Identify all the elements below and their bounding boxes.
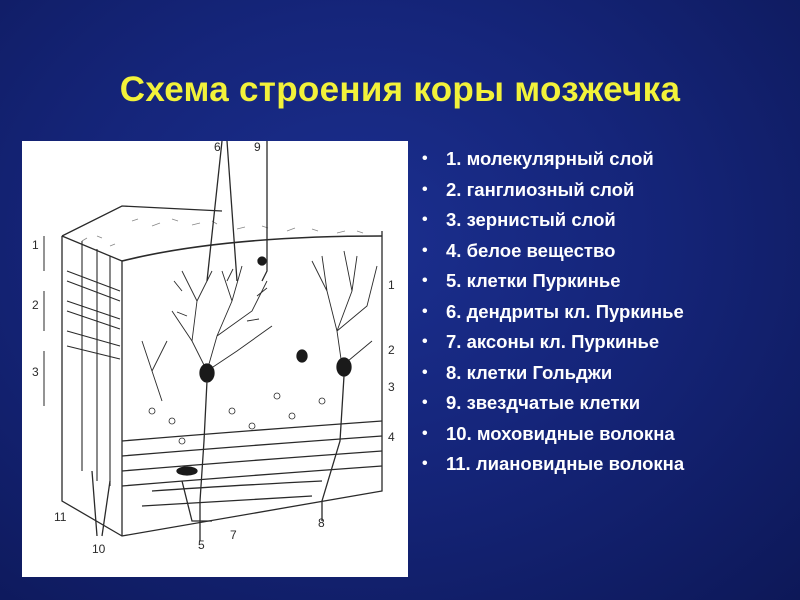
label-left-2: 2 xyxy=(32,298,39,312)
label-right-3: 3 xyxy=(388,380,395,394)
legend-item-text: 5. клетки Пуркинье xyxy=(446,270,621,291)
label-bottom-11: 11 xyxy=(54,510,67,524)
legend-item-text: 8. клетки Гольджи xyxy=(446,361,613,383)
legend-list xyxy=(420,144,790,480)
label-bottom-5: 5 xyxy=(198,538,205,552)
bullet-icon: • xyxy=(422,363,428,381)
label-left-1: 1 xyxy=(32,238,39,252)
legend-item xyxy=(420,419,790,450)
legend-item-text: 4. белое вещество xyxy=(446,239,616,261)
bullet-icon: • xyxy=(422,272,428,289)
legend-item-text: 9. звездчатые клетки xyxy=(446,392,641,413)
legend-item-text: 10. моховидные волокна xyxy=(446,422,675,444)
label-right-1: 1 xyxy=(388,278,395,292)
legend-item-text: 6. дендриты кл. Пуркинье xyxy=(446,300,684,322)
legend-item xyxy=(420,205,790,236)
purkinje-dendrites xyxy=(142,251,377,401)
bullet-icon: • xyxy=(422,424,428,442)
label-bottom-8: 8 xyxy=(318,516,325,530)
legend-item-text: 3. зернистый слой xyxy=(446,209,616,230)
legend-item xyxy=(420,449,790,480)
slide-title: Схема строения коры мозжечка xyxy=(119,70,681,109)
legend-item-text: 1. молекулярный слой xyxy=(446,148,654,169)
label-left-3: 3 xyxy=(32,365,39,379)
label-top-6: 6 xyxy=(214,141,221,154)
bullet-icon: • xyxy=(422,211,428,228)
legend-item-text: 11. лиановидные волокна xyxy=(446,453,685,474)
parallel-fibers xyxy=(67,241,120,486)
legend-item-text: 2. ганглиозный слой xyxy=(446,178,635,200)
legend-item xyxy=(420,388,790,419)
legend-item xyxy=(420,358,790,389)
legend-item xyxy=(420,236,790,267)
legend-item xyxy=(420,297,790,328)
bullet-icon: • xyxy=(422,394,428,411)
legend-item xyxy=(420,175,790,206)
bullet-icon: • xyxy=(422,241,428,259)
legend-item xyxy=(420,266,790,297)
label-right-4: 4 xyxy=(388,430,395,444)
legend-item xyxy=(420,144,790,175)
bullet-icon: • xyxy=(422,150,428,167)
bullet-icon: • xyxy=(422,302,428,320)
legend-item-text: 7. аксоны кл. Пуркинье xyxy=(446,331,660,352)
bullet-icon: • xyxy=(422,455,428,472)
cerebellar-cortex-diagram xyxy=(22,141,408,577)
label-bottom-10: 10 xyxy=(92,542,106,556)
legend-item xyxy=(420,327,790,358)
label-right-2: 2 xyxy=(388,343,395,357)
bullet-icon: • xyxy=(422,180,428,198)
label-top-9: 9 xyxy=(254,141,261,154)
molecular-layer-texture xyxy=(82,219,363,246)
bullet-icon: • xyxy=(422,333,428,350)
label-bottom-7: 7 xyxy=(230,528,237,542)
